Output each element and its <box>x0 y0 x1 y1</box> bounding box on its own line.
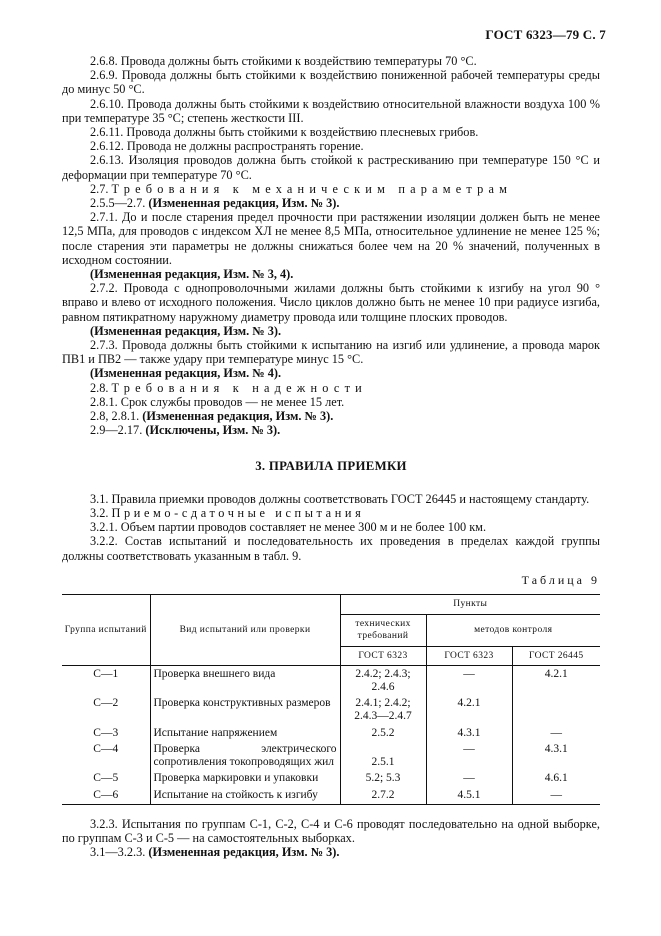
cell-group: С—1 <box>93 668 119 681</box>
paragraph-3-2 <box>62 506 600 520</box>
cell-tech: 2.5.1 <box>340 741 426 770</box>
cell-tech: 5.2; 5.3 <box>340 770 426 787</box>
paragraph-2-6-12: 2.6.12. Провода не должны распространять горение. <box>90 139 364 154</box>
paragraph-2-8-1: 2.8.1. Срок службы проводов — не менее 15 лет. <box>90 394 345 409</box>
subsection-title-reliability: Требования к надежности <box>111 380 367 395</box>
cell-tech: 2.5.2 <box>340 725 426 742</box>
header-control-methods: методов контроля <box>426 614 600 646</box>
header-gost-6323: ГОСТ 6323 <box>340 646 426 666</box>
cell-type: Проверка конструктивных размеров <box>150 695 340 724</box>
cell-type: Проверка электрического сопротивления токопроводящих жил <box>150 741 340 770</box>
paragraph-2-6-13: 2.6.13. Изоляция проводов должна быть стойкой к растрескиванию при температуре 150 °С и деформации при температуре 70 °С. <box>62 153 600 182</box>
amendment-note: (Измененная редакция, Изм. № 3). <box>148 845 340 860</box>
paragraph-2-7 <box>62 182 600 196</box>
cell-method-26445: 4.6.1 <box>512 770 600 787</box>
cell-group: С—3 <box>93 726 119 739</box>
paragraph-2-6-10: 2.6.10. Провода должны быть стойкими к воздействию относительной влажности воздуха 100 % при температуре 35 °С; степень жесткости III. <box>62 96 600 125</box>
paragraph-2-8 <box>62 381 600 395</box>
subsection-title-mechanical: Требования к механическим параметрам <box>111 181 513 196</box>
cell-method-6323: — <box>426 770 512 787</box>
paragraph-number: 2.5.5—2.7. <box>90 196 146 211</box>
document-body <box>62 54 600 859</box>
header-points: Пункты <box>340 594 600 614</box>
paragraph-3-2-2: 3.2.2. Состав испытаний и последовательность их проведения в пределах каждой группы должны соответствовать указанным в табл. 9. <box>62 534 600 563</box>
cell-method-6323: — <box>426 666 512 696</box>
table-row <box>62 695 600 724</box>
cell-method-26445: — <box>512 787 600 804</box>
section-title: 3. ПРАВИЛА ПРИЕМКИ <box>255 459 407 474</box>
table-row <box>62 666 600 696</box>
amendment-note: (Измененная редакция, Изм. № 4). <box>90 366 282 381</box>
cell-group: С—6 <box>62 787 150 804</box>
cell-method-26445: 4.3.1 <box>512 741 600 770</box>
paragraph-number: 2.7. <box>90 181 109 196</box>
amendment-note: (Измененная редакция, Изм. № 3, 4). <box>90 267 294 282</box>
paragraph-number: 2.8, 2.8.1. <box>90 409 140 424</box>
paragraph-2-7-1: 2.7.1. До и после старения предел прочности при растяжении изоляции должен быть не менее 12,5 МПа, для проводов с индексом ХЛ не менее 8,5 МПа, относительное удлинение не менее 125 %; после старения эти параметры не должны снижаться более чем на 20 % значений, полученных в исходном состоянии. <box>62 210 600 267</box>
paragraph-2-6-9: 2.6.9. Провода должны быть стойкими к воздействию пониженной рабочей температуры среды до минус 50 °С. <box>62 68 600 97</box>
paragraph-2-8-amend <box>62 409 600 423</box>
table-9 <box>62 594 600 805</box>
cell-type: Проверка маркировки и упаковки <box>150 770 340 787</box>
paragraph-2-9-2-17 <box>62 423 600 437</box>
paragraph-2-7-2: 2.7.2. Провода с однопроволочными жилами должны быть стойкими к изгибу на угол 90 ° вправо и влево от исходного положения. Число циклов должно быть не менее 10 при радиусе изгиба, равном пятикратному наружному диаметру провода или толщине плоских проводов. <box>62 281 600 324</box>
cell-group: С—4 <box>93 743 119 756</box>
cell-method-6323: 4.3.1 <box>426 725 512 742</box>
table-row <box>62 787 600 804</box>
paragraph-2-6-11: 2.6.11. Провода должны быть стойкими к воздействию плесневых грибов. <box>90 125 479 140</box>
page-header: ГОСТ 6323—79 С. 7 <box>485 27 606 42</box>
paragraph-3-2-1: 3.2.1. Объем партии проводов составляет не менее 300 м и не более 100 км. <box>90 520 487 535</box>
paragraph-3-1: 3.1. Правила приемки проводов должны соответствовать ГОСТ 26445 и настоящему стандарту. <box>90 491 590 506</box>
paragraph-number: 3.1—3.2.3. <box>90 845 146 860</box>
paragraph-number: 2.9—2.17. <box>90 423 143 438</box>
amendment-note: (Измененная редакция, Изм. № 3). <box>148 196 340 211</box>
paragraph-number: 3.2. <box>90 505 109 520</box>
header-group: Группа испытаний <box>62 594 150 665</box>
cell-tech: 2.4.1; 2.4.2; 2.4.3—2.4.7 <box>340 695 426 724</box>
header-tech-requirements: технических требований <box>340 614 426 646</box>
amendment-note: (Измененная редакция, Изм. № 3). <box>90 323 282 338</box>
cell-method-26445: 4.2.1 <box>512 666 600 696</box>
excluded-note: (Исключены, Изм. № 3). <box>145 423 281 438</box>
cell-method-6323: — <box>426 741 512 770</box>
cell-tech: 2.7.2 <box>340 787 426 804</box>
table-row <box>62 770 600 787</box>
cell-method-26445: — <box>512 725 600 742</box>
cell-method-6323: 4.5.1 <box>426 787 512 804</box>
cell-type: Проверка внешнего вида <box>150 666 340 696</box>
cell-type: Испытание на стойкость к изгибу <box>150 787 340 804</box>
table-caption: Таблица 9 <box>521 572 600 587</box>
paragraph-2-7-3: 2.7.3. Провода должны быть стойкими к испытанию на изгиб или удлинение, а провода марок ПВ1 и ПВ2 — также удару при температуре минус 15 °С. <box>62 338 600 367</box>
header-gost-6323: ГОСТ 6323 <box>426 646 512 666</box>
header-test-type: Вид испытаний или проверки <box>150 594 340 665</box>
cell-method-26445 <box>512 695 600 724</box>
table-row <box>62 741 600 770</box>
cell-tech: 2.4.2; 2.4.3; 2.4.6 <box>340 666 426 696</box>
header-gost-26445: ГОСТ 26445 <box>512 646 600 666</box>
paragraph-3-1-3-2-3 <box>62 845 600 859</box>
cell-type: Испытание напряжением <box>150 725 340 742</box>
paragraph-2-5-5 <box>62 196 600 210</box>
paragraph-2-6-8: 2.6.8. Провода должны быть стойкими к воздействию температуры 70 °С. <box>90 54 477 68</box>
table-row <box>62 725 600 742</box>
paragraph-number: 2.8. <box>90 380 109 395</box>
subsection-title-acceptance: Приемо-сдаточные испытания <box>111 505 365 520</box>
cell-group: С—2 <box>93 697 119 710</box>
amendment-note: (Измененная редакция, Изм. № 3). <box>142 409 334 424</box>
paragraph-3-2-3: 3.2.3. Испытания по группам С-1, С-2, С-4 и С-6 проводят последовательно на одной выборке, по группам С-3 и С-5 — на самостоятельных выборках. <box>62 816 600 845</box>
cell-method-6323: 4.2.1 <box>426 695 512 724</box>
cell-group: С—5 <box>93 772 119 785</box>
